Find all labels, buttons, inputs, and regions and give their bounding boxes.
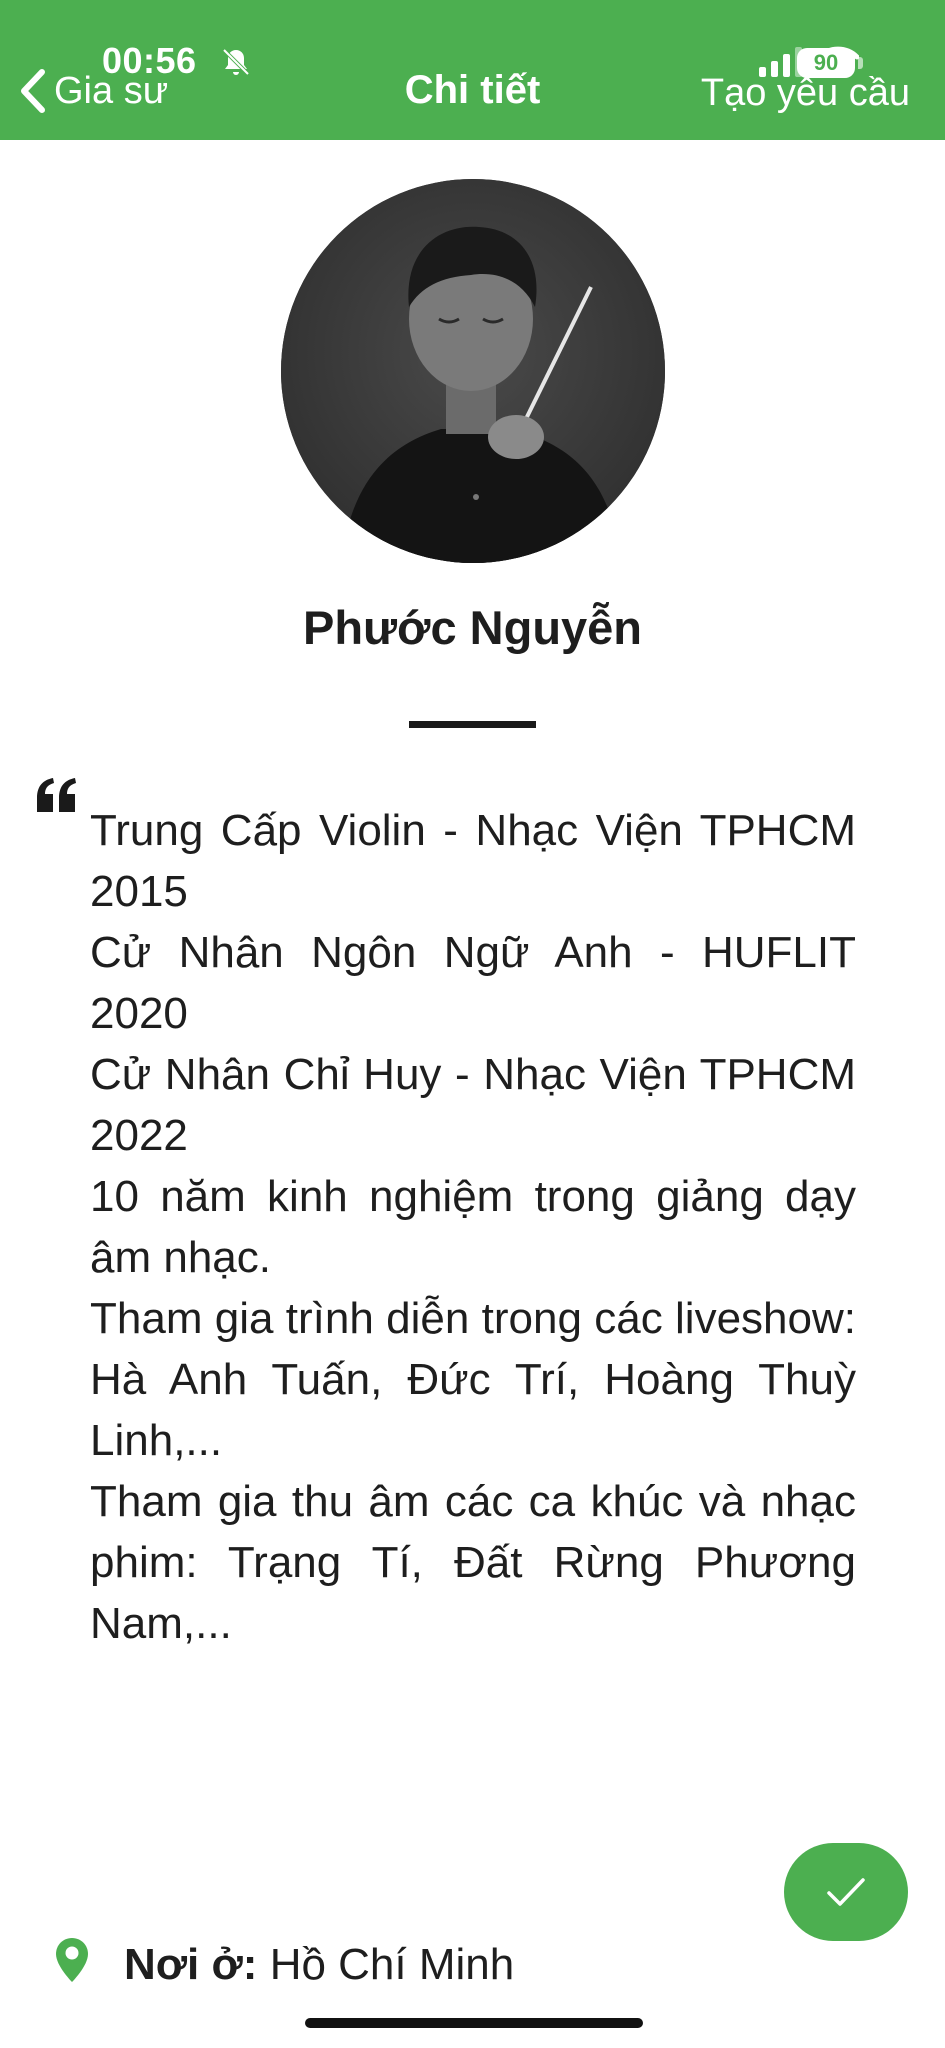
confirm-fab-button[interactable] (784, 1843, 908, 1941)
map-pin-icon (54, 1936, 90, 1984)
avatar (281, 179, 665, 563)
tutor-name: Phước Nguyễn (302, 601, 643, 654)
bio-line: Cử Nhân Ngôn Ngữ Anh - HUFLIT 2020 (90, 928, 856, 1038)
location-row (124, 1940, 514, 1980)
back-label: Gia sư (54, 69, 169, 112)
bio-line: Tham gia thu âm các ca khúc và nhạc phim: Trạng Tí, Đất Rừng Phương Nam,... (90, 1477, 856, 1648)
tutor-bio (90, 800, 856, 1654)
location-label: Nơi ở: (124, 1940, 258, 1980)
app-header (0, 0, 945, 140)
status-time: 00:56 (102, 40, 197, 81)
bio-line: Trung Cấp Violin - Nhạc Viện TPHCM 2015 (90, 806, 856, 916)
bio-line: Cử Nhân Chỉ Huy - Nhạc Viện TPHCM 2022 (90, 1050, 856, 1160)
bio-line: 10 năm kinh nghiệm trong giảng dạy âm nhạc. (90, 1172, 856, 1282)
check-icon (826, 1876, 866, 1908)
battery-indicator: 90 (797, 48, 855, 78)
divider (409, 721, 536, 728)
page-title: Chi tiết (404, 68, 541, 112)
bio-line: Tham gia trình diễn trong các liveshow: Hà Anh Tuấn, Đức Trí, Hoàng Thuỳ Linh,... (90, 1294, 856, 1465)
quote-open-icon (35, 778, 77, 812)
avatar-photo (281, 179, 665, 563)
battery-tip (858, 57, 863, 69)
home-indicator[interactable] (305, 2018, 643, 2028)
create-request-button[interactable]: Tạo yêu cầu (700, 72, 910, 114)
location-value: Hồ Chí Minh (269, 1940, 515, 1980)
